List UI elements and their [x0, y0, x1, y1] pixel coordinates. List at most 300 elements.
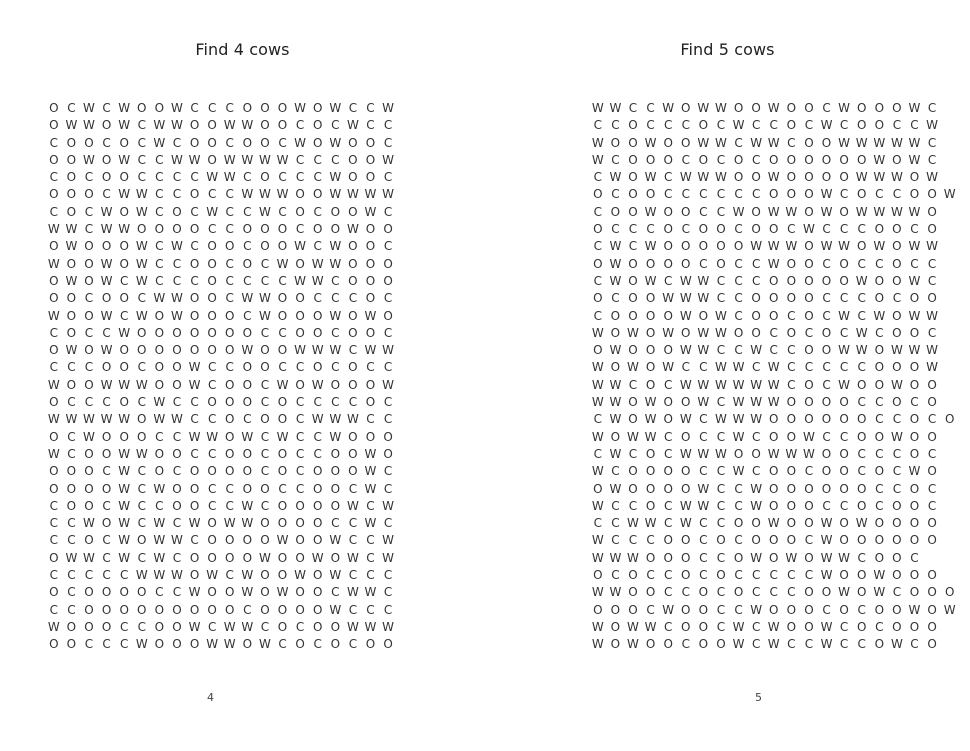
grid-letter: W [329, 308, 342, 323]
grid-letter: W [329, 343, 342, 358]
grid-letter: W [890, 343, 903, 358]
grid-row [589, 463, 958, 480]
grid-letter: O [804, 273, 814, 288]
grid-letter: C [366, 412, 375, 427]
grid-letter: W [679, 308, 692, 323]
grid-letter: C [910, 395, 919, 410]
grid-letter: O [892, 308, 902, 323]
grid-letter: O [172, 222, 182, 237]
grid-letter: C [295, 152, 305, 167]
grid-letter: W [820, 118, 833, 133]
grid-letter: W [767, 360, 780, 375]
grid-letter: W [609, 481, 622, 496]
grid-letter: O [751, 222, 761, 237]
grid-letter: O [66, 170, 77, 185]
grid-letter: W [715, 308, 727, 323]
grid-letter: C [172, 464, 182, 479]
grid-letter: O [751, 325, 761, 340]
grid-letter: O [839, 568, 849, 583]
grid-letter: C [681, 187, 690, 202]
grid-letter: O [119, 395, 129, 410]
grid-row [45, 377, 397, 394]
grid-letter: O [593, 291, 603, 306]
grid-letter: C [49, 170, 58, 185]
grid-letter: O [295, 637, 305, 652]
grid-letter: C [646, 533, 655, 548]
grid-letter: O [49, 429, 59, 444]
grid-letter: O [593, 256, 603, 271]
grid-letter: O [225, 464, 235, 479]
grid-letter: C [260, 395, 270, 410]
grid-letter: C [892, 585, 902, 600]
grid-letter: C [699, 204, 708, 219]
grid-letter: C [366, 568, 375, 583]
grid-letter: O [49, 343, 59, 358]
grid-letter: C [102, 187, 111, 202]
grid-letter: O [330, 377, 341, 392]
grid-letter: O [365, 291, 376, 306]
grid-letter: W [65, 343, 78, 358]
grid-letter: C [383, 516, 393, 531]
grid-letter: C [822, 360, 831, 375]
grid-letter: O [225, 446, 235, 461]
grid-letter: C [751, 360, 761, 375]
grid-letter: W [697, 498, 710, 513]
grid-letter: O [892, 395, 902, 410]
grid-letter: O [295, 602, 305, 617]
grid-letter: O [207, 533, 217, 548]
grid-row [45, 325, 397, 342]
grid-letter: O [365, 429, 376, 444]
grid-letter: O [804, 516, 814, 531]
grid-letter: O [260, 516, 270, 531]
grid-letter: O [119, 135, 129, 150]
grid-letter: W [644, 273, 657, 288]
grid-letter: O [681, 101, 691, 115]
grid-letter: O [119, 170, 129, 185]
grid-letter: C [313, 291, 322, 306]
grid-letter: C [681, 360, 690, 375]
grid-letter: W [346, 118, 359, 133]
grid-letter: W [627, 637, 639, 652]
grid-row [589, 256, 958, 273]
grid-letter: O [101, 481, 112, 496]
grid-letter: W [820, 550, 833, 565]
grid-letter: O [804, 170, 814, 185]
grid-letter: O [207, 464, 217, 479]
grid-letter: O [663, 464, 673, 479]
grid-letter: O [769, 222, 779, 237]
grid-letter: O [119, 291, 129, 306]
grid-letter: W [697, 291, 710, 306]
grid-letter: C [49, 498, 58, 513]
grid-letter: W [750, 481, 763, 496]
grid-letter: W [750, 602, 763, 617]
grid-letter: W [206, 204, 219, 219]
grid-letter: O [856, 481, 867, 496]
grid-letter: W [153, 118, 166, 133]
grid-letter: O [383, 446, 393, 461]
grid-letter: O [295, 585, 305, 600]
grid-letter: W [890, 170, 903, 185]
grid-letter: O [892, 273, 902, 288]
grid-letter: C [383, 412, 393, 427]
grid-letter: C [190, 446, 199, 461]
grid-letter: O [681, 429, 691, 444]
grid-letter: W [153, 395, 166, 410]
grid-letter: W [609, 239, 622, 254]
grid-letter: C [67, 395, 76, 410]
grid-letter: O [733, 550, 744, 565]
grid-letter: O [628, 343, 638, 358]
grid-row [589, 325, 958, 342]
grid-letter: C [348, 291, 358, 306]
grid-letter: O [645, 343, 656, 358]
grid-letter: C [348, 516, 358, 531]
grid-letter: C [137, 152, 146, 167]
grid-letter: C [366, 550, 375, 565]
grid-letter: C [383, 170, 393, 185]
grid-letter: O [786, 412, 797, 427]
grid-letter: O [645, 152, 656, 167]
grid-letter: W [767, 446, 780, 461]
grid-letter: O [839, 204, 849, 219]
grid-letter: C [155, 498, 164, 513]
grid-letter: C [611, 498, 620, 513]
grid-letter: C [137, 360, 146, 375]
grid-letter: O [365, 170, 376, 185]
grid-letter: O [874, 637, 885, 652]
grid-letter: O [312, 585, 323, 600]
grid-letter: O [260, 343, 270, 358]
grid-letter: O [681, 135, 691, 150]
grid-letter: W [609, 446, 622, 461]
grid-letter: W [785, 550, 798, 565]
grid-row [45, 619, 397, 636]
grid-letter: W [926, 360, 939, 375]
grid-letter: C [646, 101, 655, 115]
grid-letter: W [100, 412, 113, 427]
grid-row [45, 463, 397, 480]
grid-letter: W [118, 187, 131, 202]
grid-letter: C [646, 118, 655, 133]
grid-letter: C [67, 533, 76, 548]
grid-letter: C [383, 395, 393, 410]
grid-letter: O [769, 550, 779, 565]
grid-row [45, 584, 397, 601]
grid-letter: C [751, 187, 761, 202]
grid-letter: W [83, 516, 95, 531]
grid-letter: O [663, 481, 673, 496]
grid-letter: W [346, 222, 359, 237]
grid-letter: O [49, 273, 59, 288]
grid-letter: O [277, 308, 288, 323]
grid-letter: C [67, 602, 76, 617]
grid-letter: O [277, 619, 288, 634]
grid-letter: W [100, 256, 113, 271]
grid-letter: O [733, 516, 744, 531]
grid-letter: C [295, 429, 305, 444]
grid-letter: C [857, 464, 866, 479]
grid-letter: W [838, 239, 851, 254]
grid-letter: O [66, 481, 77, 496]
grid-row [45, 238, 397, 255]
grid-row [589, 567, 958, 584]
grid-letter: C [751, 273, 761, 288]
grid-letter: C [348, 637, 358, 652]
grid-letter: O [383, 222, 393, 237]
grid-letter: O [645, 325, 656, 340]
grid-letter: O [312, 516, 323, 531]
grid-row [589, 532, 958, 549]
grid-letter: O [242, 360, 253, 375]
grid-letter: W [820, 516, 833, 531]
grid-letter: W [47, 446, 60, 461]
grid-letter: O [663, 256, 673, 271]
grid-letter: W [241, 498, 254, 513]
grid-letter: O [207, 602, 217, 617]
grid-letter: W [609, 412, 622, 427]
grid-letter: W [820, 204, 833, 219]
grid-letter: W [609, 170, 622, 185]
grid-letter: O [365, 377, 376, 392]
grid-letter: C [207, 481, 217, 496]
grid-letter: C [804, 118, 814, 133]
grid-letter: O [927, 377, 937, 392]
grid-row [45, 567, 397, 584]
grid-letter: O [856, 533, 867, 548]
grid-letter: W [767, 377, 780, 392]
grid-letter: C [699, 568, 708, 583]
grid-letter: O [137, 412, 147, 427]
grid-letter: O [610, 637, 621, 652]
grid-row [589, 619, 958, 636]
grid-letter: O [645, 377, 656, 392]
grid-letter: O [769, 152, 779, 167]
grid-letter: C [734, 481, 743, 496]
grid-letter: C [716, 343, 726, 358]
grid-letter: W [83, 118, 95, 133]
grid-letter: O [681, 550, 691, 565]
grid-letter: W [715, 446, 727, 461]
grid-letter: C [593, 239, 602, 254]
grid-letter: C [172, 516, 182, 531]
grid-letter: O [681, 464, 691, 479]
grid-letter: C [331, 516, 340, 531]
grid-letter: C [593, 412, 602, 427]
grid-letter: W [926, 343, 939, 358]
grid-letter: C [295, 481, 305, 496]
grid-letter: O [348, 204, 358, 219]
grid-letter: O [610, 602, 621, 617]
grid-letter: O [84, 308, 94, 323]
grid-letter: W [750, 412, 763, 427]
grid-letter: O [207, 118, 217, 133]
grid-letter: O [681, 395, 691, 410]
grid-letter: W [908, 273, 921, 288]
grid-letter: O [312, 187, 323, 202]
grid-letter: C [348, 602, 358, 617]
grid-letter: O [769, 602, 779, 617]
grid-letter: C [295, 446, 305, 461]
grid-letter: W [346, 498, 359, 513]
grid-letter: O [786, 118, 797, 133]
grid-letter: O [312, 118, 323, 133]
grid-letter: W [767, 204, 780, 219]
grid-letter: C [839, 325, 849, 340]
grid-letter: O [892, 101, 902, 115]
grid-letter: W [47, 619, 60, 634]
grid-letter: W [223, 118, 236, 133]
grid-letter: O [663, 204, 673, 219]
grid-letter: O [365, 273, 376, 288]
grid-letter: O [66, 498, 77, 513]
grid-letter: C [383, 464, 393, 479]
grid-letter: W [153, 412, 166, 427]
grid-letter: O [312, 533, 323, 548]
grid-letter: W [750, 550, 763, 565]
grid-letter: O [225, 239, 235, 254]
grid-letter: W [329, 135, 342, 150]
grid-letter: O [821, 395, 832, 410]
grid-letter: O [119, 585, 129, 600]
grid-letter: C [875, 446, 884, 461]
grid-letter: W [223, 619, 236, 634]
grid-letter: C [734, 308, 743, 323]
grid-letter: O [804, 204, 814, 219]
grid-letter: W [382, 187, 395, 202]
grid-letter: W [276, 256, 289, 271]
grid-letter: W [767, 170, 780, 185]
grid-letter: C [628, 239, 638, 254]
grid-row [589, 186, 958, 203]
grid-row [45, 117, 397, 134]
grid-letter: O [348, 377, 358, 392]
grid-letter: W [644, 204, 657, 219]
grid-letter: O [84, 602, 94, 617]
grid-letter: W [838, 377, 851, 392]
grid-letter: O [681, 239, 691, 254]
grid-letter: O [277, 550, 288, 565]
grid-letter: C [172, 429, 182, 444]
grid-letter: C [260, 429, 270, 444]
grid-letter: C [331, 585, 340, 600]
grid-letter: O [927, 464, 937, 479]
grid-letter: C [699, 464, 708, 479]
grid-letter: W [943, 187, 956, 202]
grid-letter: O [663, 343, 673, 358]
grid-letter: O [260, 135, 270, 150]
grid-letter: O [260, 481, 270, 496]
grid-letter: W [153, 568, 166, 583]
grid-letter: O [207, 516, 217, 531]
grid-letter: O [645, 550, 656, 565]
grid-letter: O [698, 637, 709, 652]
grid-row [589, 498, 958, 515]
grid-letter: O [137, 429, 147, 444]
grid-letter: W [855, 135, 868, 150]
grid-letter: W [118, 377, 131, 392]
grid-letter: C [137, 464, 146, 479]
grid-letter: W [188, 377, 201, 392]
grid-letter: W [294, 568, 307, 583]
grid-letter: O [628, 118, 638, 133]
grid-letter: C [804, 325, 814, 340]
grid-letter: O [242, 222, 253, 237]
grid-letter: O [260, 602, 270, 617]
grid-letter: C [927, 446, 937, 461]
grid-letter: O [348, 429, 358, 444]
grid-letter: C [313, 395, 322, 410]
grid-letter: C [892, 446, 902, 461]
grid-letter: C [927, 412, 937, 427]
grid-letter: O [593, 343, 603, 358]
grid-letter: O [189, 343, 200, 358]
grid-letter: W [364, 204, 377, 219]
grid-letter: W [188, 360, 201, 375]
grid-letter: W [311, 377, 324, 392]
grid-letter: O [260, 360, 270, 375]
grid-letter: O [610, 308, 621, 323]
grid-letter: O [330, 498, 341, 513]
grid-letter: O [663, 239, 673, 254]
grid-letter: C [278, 325, 287, 340]
grid-letter: W [785, 446, 798, 461]
grid-letter: O [593, 222, 603, 237]
grid-letter: O [628, 187, 638, 202]
grid-letter: O [786, 101, 797, 115]
grid-letter: O [663, 152, 673, 167]
grid-letter: O [348, 325, 358, 340]
grid-letter: O [927, 533, 937, 548]
grid-letter: W [100, 273, 113, 288]
grid-letter: W [908, 464, 921, 479]
grid-letter: W [329, 429, 342, 444]
grid-letter: C [84, 222, 94, 237]
grid-letter: O [645, 446, 656, 461]
grid-letter: O [927, 516, 937, 531]
grid-letter: O [716, 222, 726, 237]
grid-letter: W [591, 533, 604, 548]
grid-letter: O [66, 377, 77, 392]
grid-letter: O [769, 308, 779, 323]
grid-letter: O [312, 568, 323, 583]
grid-letter: O [733, 585, 744, 600]
grid-letter: C [155, 256, 164, 271]
grid-letter: C [225, 481, 234, 496]
grid-letter: O [698, 602, 709, 617]
grid-letter: O [172, 377, 182, 392]
grid-letter: W [153, 516, 166, 531]
grid-letter: W [838, 585, 851, 600]
grid-letter: C [295, 222, 305, 237]
grid-letter: W [206, 637, 219, 652]
grid-letter: C [751, 118, 761, 133]
grid-letter: O [225, 325, 235, 340]
grid-letter: W [258, 152, 271, 167]
grid-letter: O [383, 256, 393, 271]
grid-letter: O [681, 325, 691, 340]
grid-letter: C [207, 412, 217, 427]
grid-letter: C [857, 446, 866, 461]
grid-letter: O [295, 187, 305, 202]
grid-letter: W [364, 619, 377, 634]
grid-letter: O [84, 533, 94, 548]
grid-row [589, 636, 958, 653]
grid-letter: W [679, 343, 692, 358]
grid-letter: O [295, 550, 305, 565]
grid-letter: O [207, 291, 217, 306]
